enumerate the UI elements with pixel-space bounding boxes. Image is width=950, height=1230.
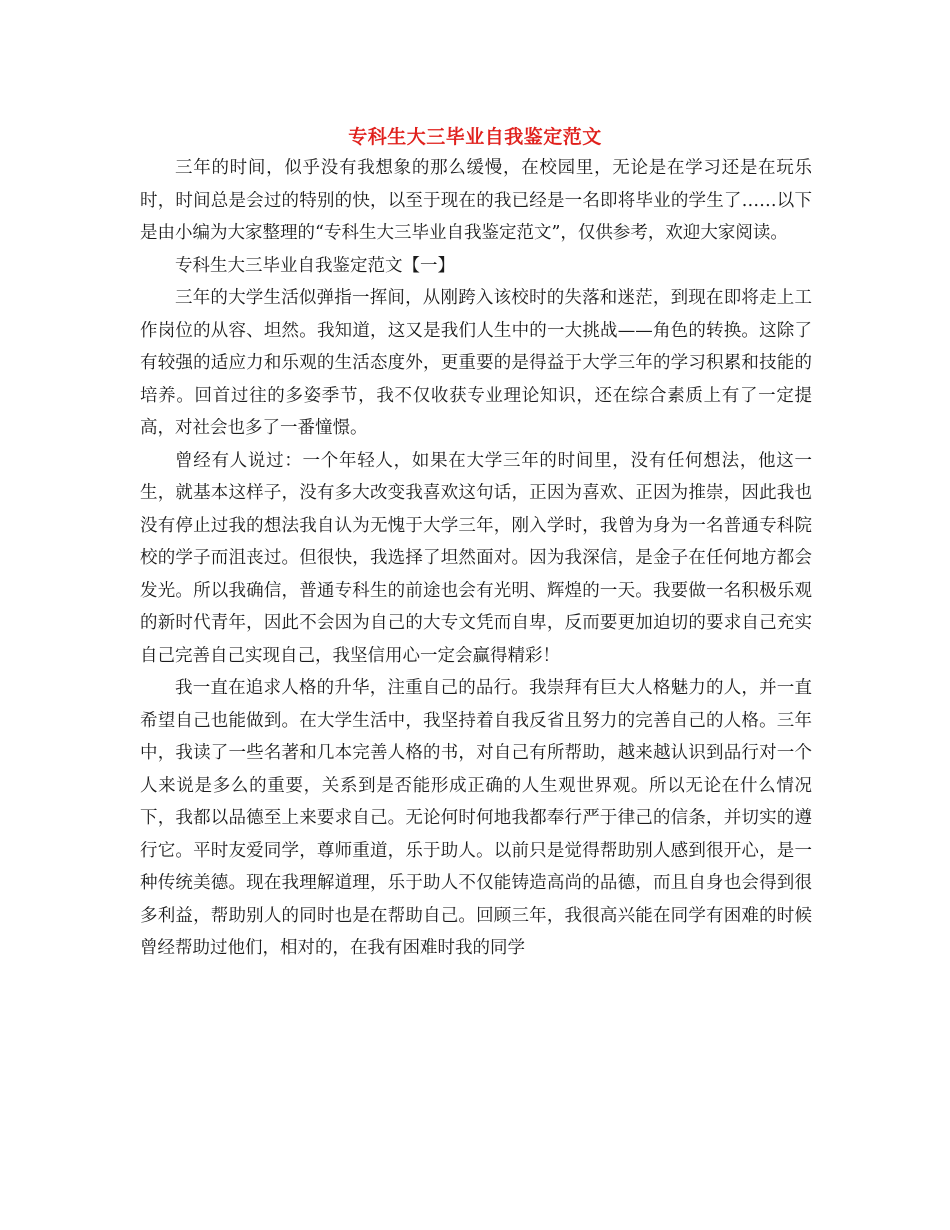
body-paragraph: 曾经有人说过：一个年轻人，如果在大学三年的时间里，没有任何想法，他这一生，就基本这样子，没有多大改变我喜欢这句话，正因为喜欢、正因为推崇，因此我也没有停止过我的想法我自认为无愧于大学三年，刚入学时，我曾为身为一名普通专科院校的学子而沮丧过。但很快，我选择了坦然面对。因为我深信，是金子在任何地方都会发光。所以我确信，普通专科生的前途也会有光明、辉煌的一天。我要做一名积极乐观的新时代青年，因此不会因为自己的大专文凭而自卑，反而要更加迫切的要求自己充实自己完善自己实现自己，我坚信用心一定会赢得精彩！ xyxy=(140,450,812,666)
section-heading: 专科生大三毕业自我鉴定范文【一】 xyxy=(175,255,455,276)
document-title: 专科生大三毕业自我鉴定范文 xyxy=(348,126,602,148)
intro-paragraph: 三年的时间，似乎没有我想象的那么缓慢，在校园里，无论是在学习还是在玩乐时，时间总是会过的特别的快，以至于现在的我已经是一名即将毕业的学生了……以下是由小编为大家整理的“专科生大三毕业自我鉴定范文”，仅供参考，欢迎大家阅读。 xyxy=(140,158,812,243)
document-body xyxy=(140,152,812,965)
body-paragraph: 我一直在追求人格的升华，注重自己的品行。我崇拜有巨大人格魅力的人，并一直希望自己也能做到。在大学生活中，我坚持着自我反省且努力的完善自己的人格。三年中，我读了一些名著和几本完善人格的书，对自己有所帮助，越来越认识到品行对一个人来说是多么的重要，关系到是否能形成正确的人生观世界观。所以无论在什么情况下，我都以品德至上来要求自己。无论何时何地我都奉行严于律己的信条，并切实的遵行它。平时友爱同学，尊师重道，乐于助人。以前只是觉得帮助别人感到很开心，是一种传统美德。现在我理解道理，乐于助人不仅能铸造高尚的品德，而且自身也会得到很多利益，帮助别人的同时也是在帮助自己。回顾三年，我很高兴能在同学有困难的时候曾经帮助过他们，相对的，在我有困难时我的同学 xyxy=(140,678,812,958)
body-paragraph: 三年的大学生活似弹指一挥间，从刚跨入该校时的失落和迷茫，到现在即将走上工作岗位的从容、坦然。我知道，这又是我们人生中的一大挑战——角色的转换。这除了有较强的适应力和乐观的生活态度外，更重要的是得益于大学三年的学习积累和技能的培养。回首过往的多姿季节，我不仅收获专业理论知识，还在综合素质上有了一定提高，对社会也多了一番憧憬。 xyxy=(140,288,812,438)
